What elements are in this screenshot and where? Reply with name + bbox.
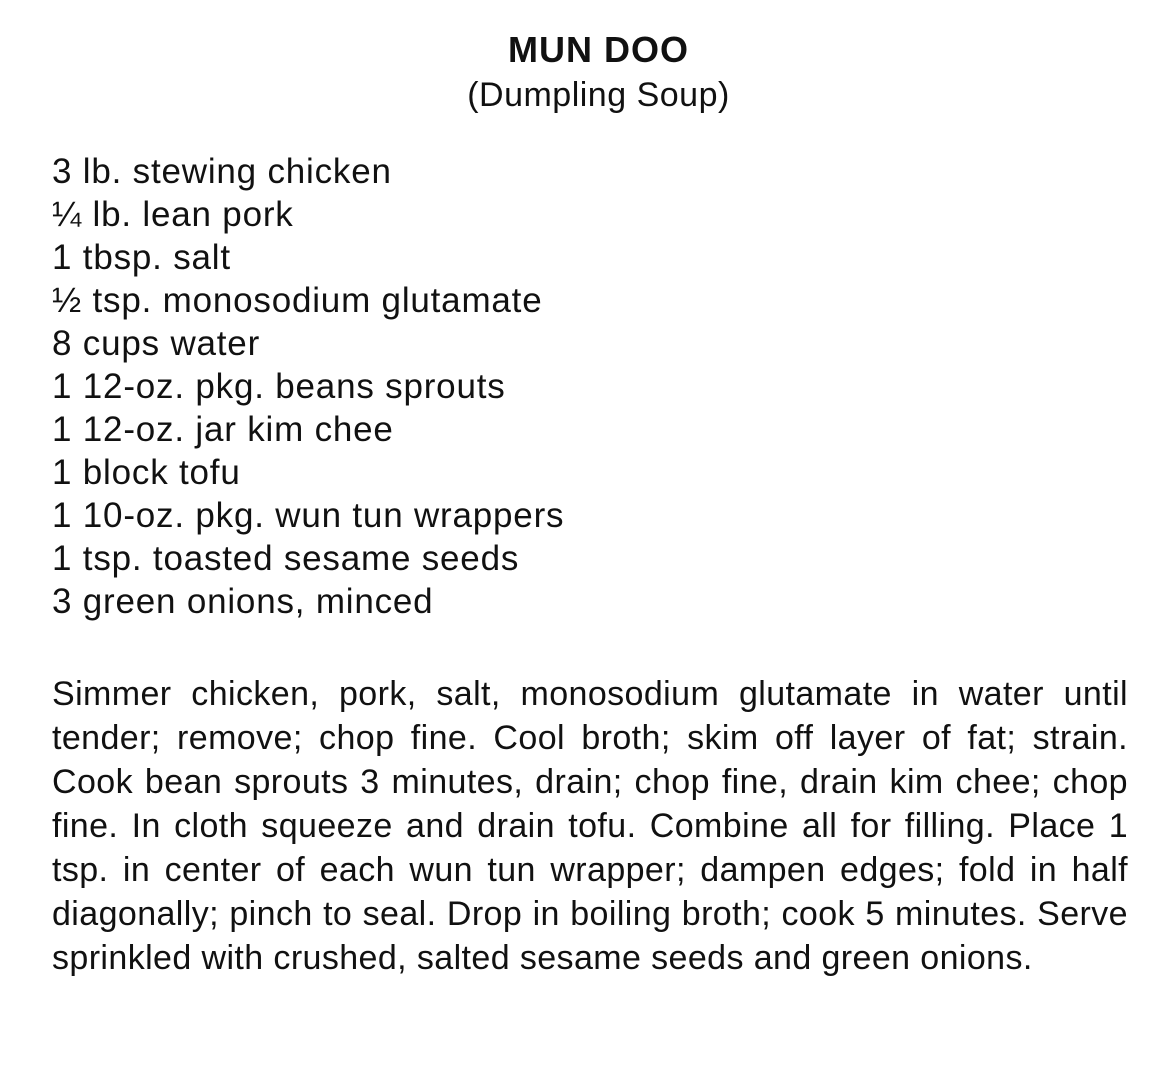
- recipe-title: MUN DOO: [508, 29, 689, 70]
- ingredient-item: ½ tsp. monosodium glutamate: [52, 281, 543, 320]
- ingredient-item: 3 green onions, minced: [52, 582, 434, 621]
- ingredient-list: [52, 150, 564, 623]
- ingredient-item: 8 cups water: [52, 324, 261, 363]
- ingredient-item: 1 10-oz. pkg. wun tun wrappers: [52, 496, 565, 535]
- ingredient-item: 1 12-oz. pkg. beans sprouts: [52, 367, 506, 406]
- recipe-subtitle: (Dumpling Soup): [467, 76, 730, 114]
- ingredient-item: 1 tsp. toasted sesame seeds: [52, 539, 520, 578]
- ingredient-item: 1 tbsp. salt: [52, 238, 231, 277]
- ingredient-item: ¼ lb. lean pork: [52, 195, 294, 234]
- ingredient-item: 3 lb. stewing chicken: [52, 152, 392, 191]
- ingredient-item: 1 block tofu: [52, 453, 241, 492]
- ingredient-item: 1 12-oz. jar kim chee: [52, 410, 394, 449]
- directions-paragraph: Simmer chicken, pork, salt, monosodium glutamate in water until tender; remove; chop fine. Cool broth; skim off layer of fat; strain. Cook bean sprouts 3 minutes, drain; chop fine, drain kim chee; chop fine. In cloth squeeze and drain tofu. Combine all for filling. Place 1 tsp. in center of each wun tun wrapper; dampen edges; fold in half diagonally; pinch to seal. Drop in boiling broth; cook 5 minutes. Serve sprinkled with crushed, salted sesame seeds and green onions.: [52, 675, 1128, 977]
